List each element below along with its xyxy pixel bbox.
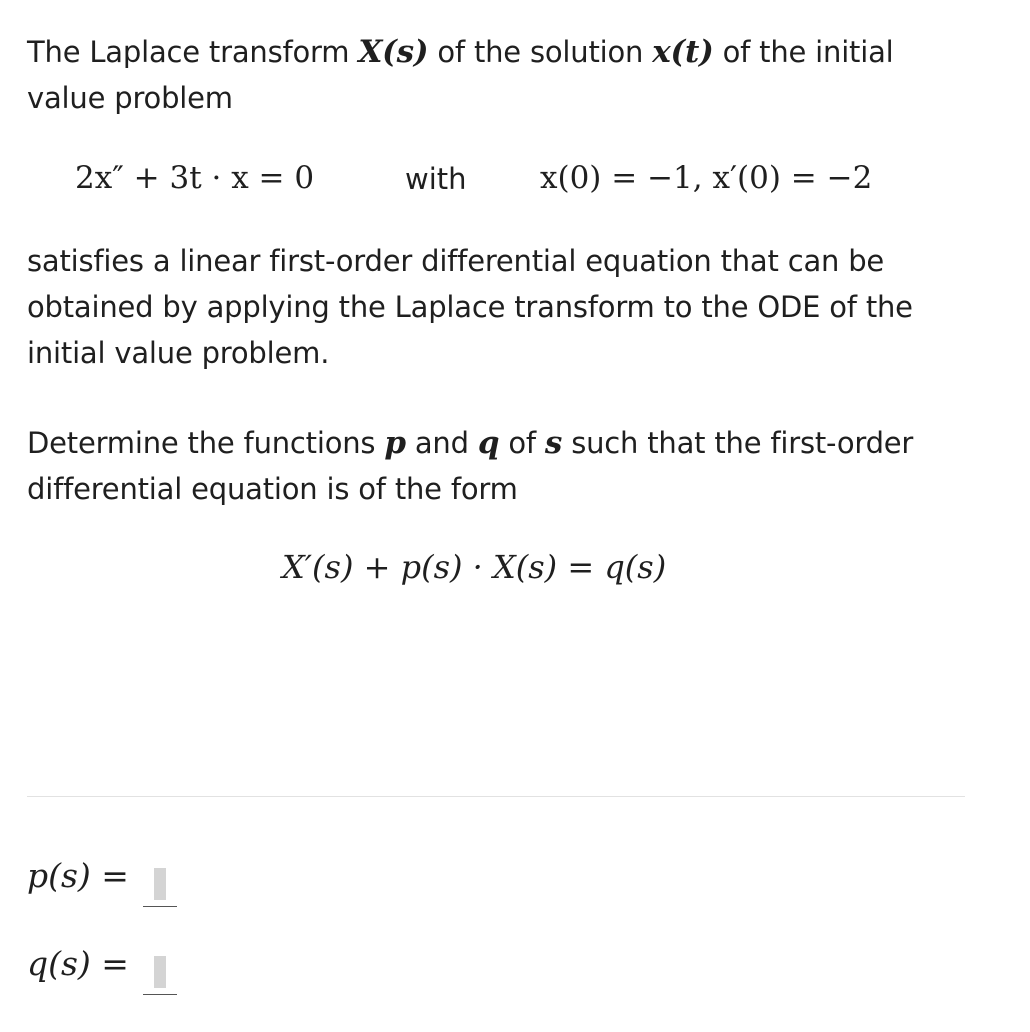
task-text-2: and: [405, 426, 478, 460]
intro-text-3: of the initial value problem: [27, 35, 894, 115]
task-paragraph: [27, 420, 967, 512]
p-answer-input[interactable]: [143, 862, 177, 907]
intro-text-1: The Laplace transform: [27, 35, 359, 69]
s-symbol: s: [544, 425, 563, 461]
p-answer-label: p(s) =: [27, 856, 129, 895]
form-equation: X′(s) + p(s) · X(s) = q(s): [282, 548, 667, 586]
task-text-3: of: [499, 426, 545, 460]
laplace-symbol: X(s): [358, 34, 429, 70]
intro-text-2: of the solution: [428, 35, 653, 69]
intro-paragraph: [27, 29, 967, 121]
p-symbol: p: [384, 425, 406, 461]
ode-equation: 2x″ + 3t · x = 0: [75, 160, 315, 196]
second-paragraph: satisfies a linear first-order differential equation that can be obtained by applying the Laplace transform to the ODE of the initial value problem.: [27, 244, 913, 370]
task-text-4: such that the first-order differential equation is of the form: [27, 426, 914, 506]
q-answer-label: q(s) =: [27, 944, 129, 983]
initial-conditions: x(0) = −1, x′(0) = −2: [540, 160, 873, 196]
solution-symbol: x(t): [652, 34, 714, 70]
q-answer-input[interactable]: [143, 950, 177, 995]
divider: [27, 796, 965, 797]
q-symbol: q: [477, 425, 500, 461]
q-input-caret: [154, 956, 166, 988]
task-text-1: Determine the functions: [27, 426, 385, 460]
with-word: with: [405, 162, 467, 196]
p-input-caret: [154, 868, 166, 900]
